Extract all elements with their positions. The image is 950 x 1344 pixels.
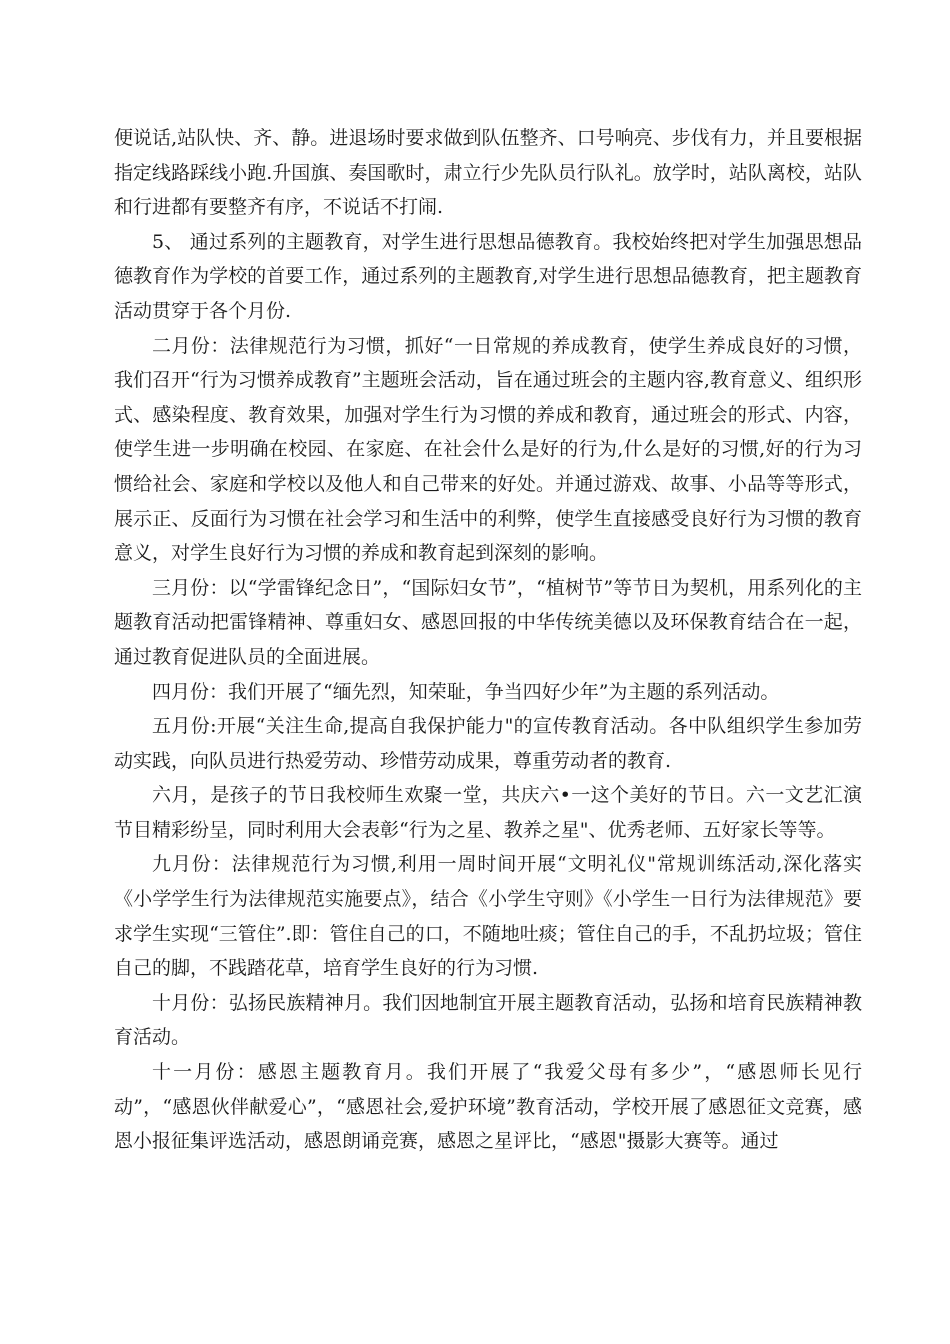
document-body: [114, 121, 862, 1159]
paragraph-march: 三月份：以“学雷锋纪念日”，“国际妇女节”，“植树节”等节日为契机，用系列化的主题教育活动把雷锋精神、尊重妇女、感恩回报的中华传统美德以及环保教育结合在一起，通过教育促进队员的全面进展。: [114, 576, 862, 668]
paragraph-item-5: 5、 通过系列的主题教育，对学生进行思想品德教育。我校始终把对学生加强思想品德教育作为学校的首要工作，通过系列的主题教育,对学生进行思想品德教育，把主题教育活动贯穿于各个月份.: [114, 230, 862, 322]
paragraph-april: 四月份：我们开展了“缅先烈，知荣耻，争当四好少年”为主题的系列活动。: [152, 680, 780, 703]
paragraph-october: 十月份：弘扬民族精神月。我们因地制宜开展主题教育活动，弘扬和培育民族精神教育活动。: [114, 991, 862, 1049]
paragraph-september: 九月份：法律规范行为习惯,利用一周时间开展“文明礼仪"常规训练活动,深化落实《小学学生行为法律规范实施要点》，结合《小学生守则》《小学生一日行为法律规范》要求学生实现“三管住”.即：管住自己的口，不随地吐痰；管住自己的手，不乱扔垃圾；管住自己的脚，不践踏花草，培育学生良好的行为习惯.: [114, 853, 862, 980]
paragraph-june: 六月，是孩子的节日我校师生欢聚一堂，共庆六•一这个美好的节日。六一文艺汇演节目精彩纷呈，同时利用大会表彰“行为之星、教养之星"、优秀老师、五好家长等等。: [114, 784, 862, 841]
paragraph-february: 二月份：法律规范行为习惯，抓好“一日常规的养成教育，使学生养成良好的习惯，我们召开“行为习惯养成教育”主题班会活动，旨在通过班会的主题内容,教育意义、组织形式、感染程度、教育效果，加强对学生行为习惯的养成和教育，通过班会的形式、内容，使学生进一步明确在校园、在家庭、在社会什么是好的行为,什么是好的习惯,好的行为习惯给社会、家庭和学校以及他人和自己带来的好处。并通过游戏、故事、小品等等形式，展示正、反面行为习惯在社会学习和生活中的利弊，使学生直接感受良好行为习惯的教育意义，对学生良好行为习惯的养成和教育起到深刻的影响。: [114, 334, 862, 565]
paragraph-november: 十一月份：感恩主题教育月。我们开展了“我爱父母有多少”，“感恩师长见行动”，“感恩伙伴献爱心”，“感恩社会,爱护环境”教育活动，学校开展了感恩征文竞赛，感恩小报征集评选活动，感恩朗诵竞赛，感恩之星评比，“感恩"摄影大赛等。通过: [114, 1061, 862, 1153]
paragraph-continued: 便说话,站队快、齐、静。进退场时要求做到队伍整齐、口号响亮、步伐有力，并且要根据指定线路踩线小跑.升国旗、奏国歌时，肃立行少先队员行队礼。放学时，站队离校，站队和行进都有要整齐有序，不说话不打闹.: [114, 127, 862, 219]
paragraph-may: 五月份:开展“关注生命,提高自我保护能力"的宣传教育活动。各中队组织学生参加劳动实践，向队员进行热爱劳动、珍惜劳动成果，尊重劳动者的教育.: [114, 715, 862, 772]
